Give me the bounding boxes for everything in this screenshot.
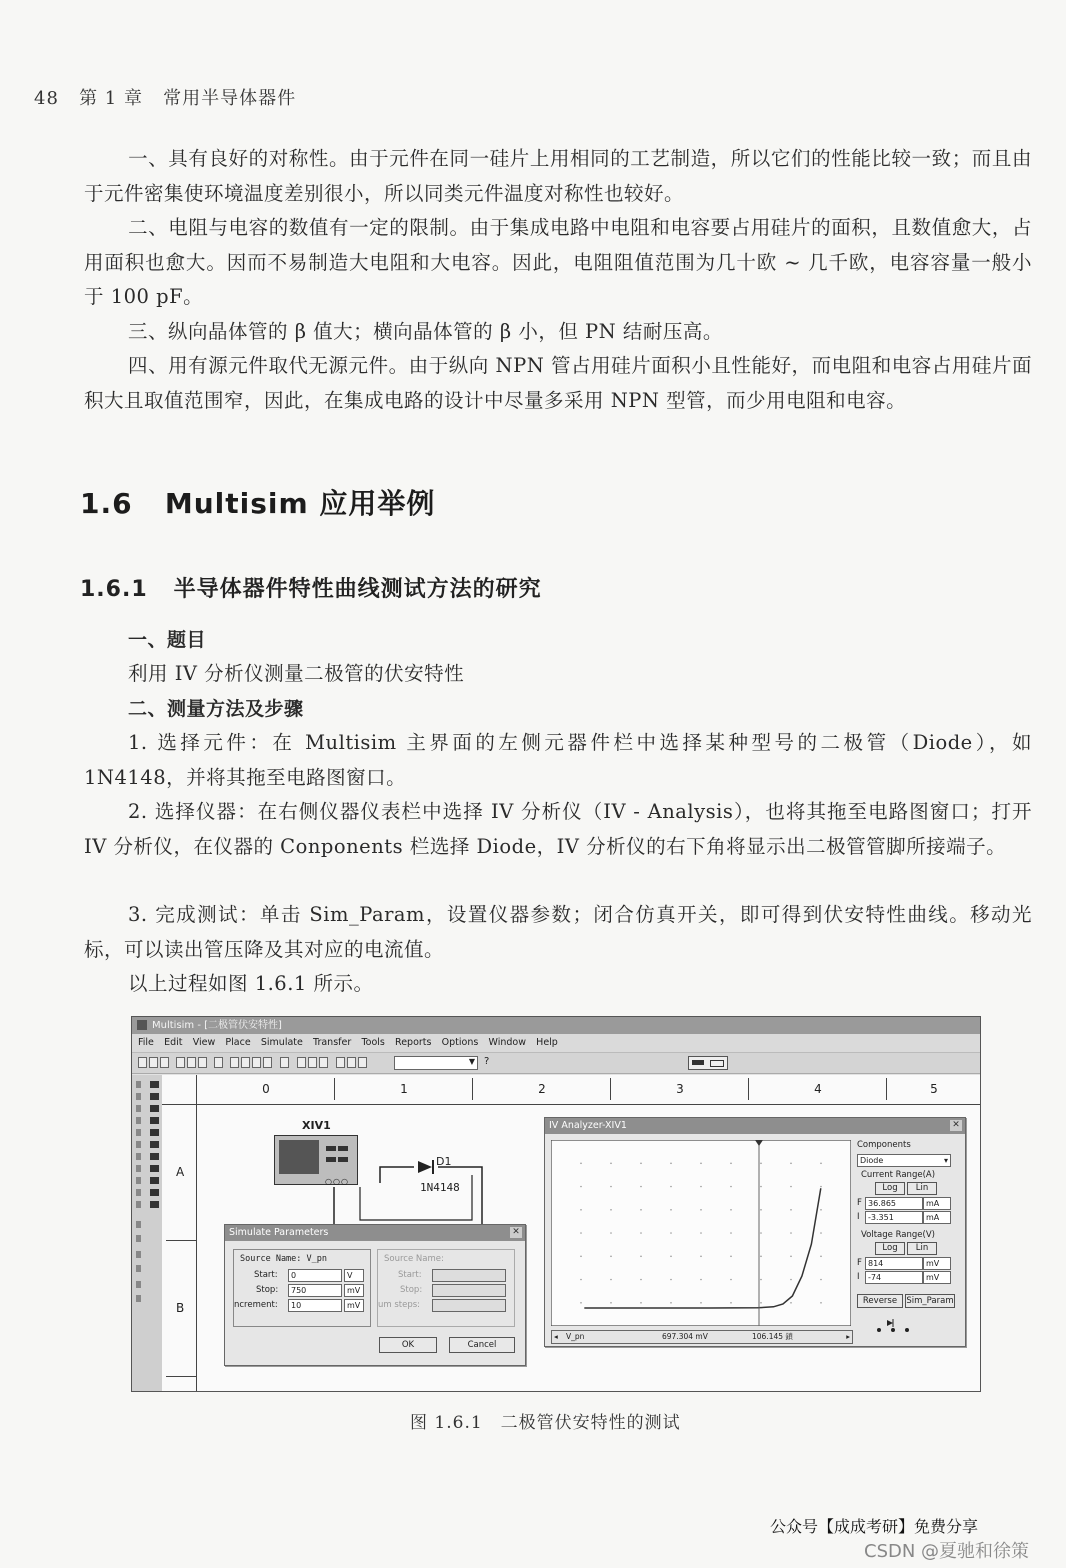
sim-param-button[interactable]: Sim_Param xyxy=(906,1296,954,1306)
iv-analyzer-titlebar xyxy=(545,1118,965,1134)
tick-icon xyxy=(136,1235,141,1242)
grid-dot xyxy=(730,1302,732,1304)
row-ruler-border xyxy=(196,1075,197,1391)
transistor-icon[interactable] xyxy=(150,1117,159,1124)
grid-dot xyxy=(700,1232,702,1234)
grid-dot xyxy=(760,1209,762,1211)
diode-icon[interactable] xyxy=(150,1105,159,1112)
grid-dot xyxy=(760,1163,762,1165)
grid-dot xyxy=(670,1186,672,1188)
iv-plot[interactable] xyxy=(551,1140,851,1326)
voltage-lin-button[interactable]: Lin xyxy=(907,1242,937,1255)
open-icon[interactable] xyxy=(149,1057,158,1068)
current-f-label: F xyxy=(857,1198,862,1208)
save-icon[interactable] xyxy=(160,1057,169,1068)
topic-heading xyxy=(84,623,1032,658)
cut-icon[interactable] xyxy=(176,1057,185,1068)
row-label: A xyxy=(176,1165,185,1179)
scroll-left-icon[interactable]: ◂ xyxy=(554,1332,558,1341)
zoom-fit-icon[interactable] xyxy=(263,1057,272,1068)
grid-dot xyxy=(790,1186,792,1188)
increment-unit[interactable]: mV xyxy=(344,1299,364,1312)
topic-text-content: 利用 IV 分析仪测量二极管的伏安特性 xyxy=(128,662,465,685)
tick-icon xyxy=(136,1105,141,1112)
steps-label-2: um steps: xyxy=(378,1300,421,1310)
subsection-heading xyxy=(80,572,542,603)
print-icon[interactable] xyxy=(214,1057,223,1068)
grid-dot xyxy=(730,1256,732,1258)
circuit-wires xyxy=(322,1115,522,1235)
grid-dot xyxy=(790,1279,792,1281)
grid-dot xyxy=(640,1163,642,1165)
start-unit[interactable]: V xyxy=(344,1269,364,1282)
voltage-i-label: I xyxy=(857,1272,860,1282)
postprocessor-icon[interactable] xyxy=(308,1057,317,1068)
stop-label-2: Stop: xyxy=(400,1285,423,1295)
netlist-icon[interactable] xyxy=(319,1057,328,1068)
steps-input-2 xyxy=(432,1299,506,1312)
figure-caption: 图 1.6.1 二极管伏安特性的测试 xyxy=(410,1413,681,1433)
step-1 xyxy=(84,726,1032,795)
subsection-title: 半导体器件特性曲线测试方法的研究 xyxy=(173,577,542,602)
menu-item-window[interactable]: Window xyxy=(488,1037,526,1048)
ttl-icon[interactable] xyxy=(150,1141,159,1148)
column-label: 1 xyxy=(334,1078,473,1100)
current-f-unit[interactable]: mA xyxy=(923,1197,951,1210)
column-label: 5 xyxy=(886,1078,981,1100)
grid-dot xyxy=(610,1279,612,1281)
grid-dot xyxy=(670,1256,672,1258)
app-titlebar xyxy=(132,1017,980,1034)
tick-icon xyxy=(136,1265,141,1272)
grid-dot xyxy=(610,1302,612,1304)
grid-dot xyxy=(820,1209,822,1211)
terminal-icon: ○○○ xyxy=(325,1177,349,1186)
grid-dot xyxy=(820,1256,822,1258)
start-label: Start: xyxy=(254,1270,278,1280)
grid-dot xyxy=(700,1279,702,1281)
chevron-down-icon: ▼ xyxy=(468,1057,475,1066)
start-input-2 xyxy=(432,1269,506,1282)
paragraph-4-text: 四、用有源元件取代无源元件。由于纵向 NPN 管占用硅片面积小且性能好，而电阻和电容占用硅片面积大且取值范围窄，因此，在集成电路的设计中尽量多采用 NPN 型管，而少用电阻和电容。 xyxy=(84,354,1032,412)
diode-symbol xyxy=(418,1161,432,1173)
grid-dot xyxy=(610,1163,612,1165)
paste-icon[interactable] xyxy=(198,1057,207,1068)
figure-reference-text: 以上过程如图 1.6.1 所示。 xyxy=(128,972,374,995)
grid-dot xyxy=(790,1163,792,1165)
current-i-unit[interactable]: mA xyxy=(923,1211,951,1224)
grid-dot xyxy=(760,1279,762,1281)
grid-dot xyxy=(820,1232,822,1234)
section-number: 1.6 xyxy=(80,487,133,520)
stop-label: Stop: xyxy=(256,1285,279,1295)
menu-bar xyxy=(132,1034,980,1053)
simulate-parameters-window[interactable] xyxy=(224,1224,526,1366)
tick-icon xyxy=(136,1129,141,1136)
iv-analyzer-title: IV Analyzer-XIV1 xyxy=(549,1120,627,1131)
voltage-f-label: F xyxy=(857,1258,862,1268)
simulate-parameters-titlebar xyxy=(225,1225,525,1241)
cmos-icon[interactable] xyxy=(150,1153,159,1160)
tick-icon xyxy=(136,1281,141,1288)
figure-reference xyxy=(84,967,1032,1002)
readout-voltage: 697.304 mV xyxy=(662,1332,708,1341)
components-value: Diode xyxy=(860,1156,884,1165)
voltage-range-label: Voltage Range(V) xyxy=(861,1230,935,1240)
chapter-number: 第 1 章 xyxy=(79,88,143,109)
grid-dot xyxy=(760,1256,762,1258)
start-input[interactable]: 0 xyxy=(288,1269,342,1282)
menu-item-place[interactable]: Place xyxy=(225,1037,251,1048)
components-dropdown[interactable] xyxy=(857,1154,951,1167)
grid-dot xyxy=(640,1232,642,1234)
toolbar xyxy=(132,1053,980,1074)
diode-reference: D1 xyxy=(436,1155,452,1168)
menu-item-tools[interactable]: Tools xyxy=(361,1037,385,1048)
column-label: 4 xyxy=(748,1078,887,1100)
simulation-switch[interactable] xyxy=(688,1056,728,1070)
paragraph-3-text: 三、纵向晶体管的 β 值大；横向晶体管的 β 小，但 PN 结耐压高。 xyxy=(128,320,723,343)
multisim-screenshot xyxy=(131,1016,981,1392)
grid-dot xyxy=(760,1186,762,1188)
grid-dot xyxy=(640,1256,642,1258)
reverse-button[interactable]: Reverse xyxy=(857,1294,903,1308)
grid-dot xyxy=(610,1256,612,1258)
zoom-out-icon[interactable] xyxy=(241,1057,250,1068)
grid-dot xyxy=(640,1209,642,1211)
increment-label: ncrement: xyxy=(234,1300,278,1310)
tick-icon xyxy=(136,1295,141,1302)
misc-digital-icon[interactable] xyxy=(150,1165,159,1172)
instrument-label: XIV1 xyxy=(302,1119,331,1132)
component-toolbar xyxy=(132,1075,163,1391)
pin-connection-icon xyxy=(873,1316,913,1336)
column-label: 0 xyxy=(196,1078,335,1100)
paragraph-4 xyxy=(84,349,1032,418)
mixed-icon[interactable] xyxy=(150,1177,159,1184)
grid-dot xyxy=(670,1279,672,1281)
grid-dot xyxy=(790,1256,792,1258)
close-icon[interactable]: ✕ xyxy=(510,1227,522,1238)
running-header xyxy=(34,84,296,110)
grid-dot xyxy=(670,1232,672,1234)
spreadsheet-icon[interactable] xyxy=(336,1057,345,1068)
paragraph-2-text: 二、电阻与电容的数值有一定的限制。由于集成电路中电阻和电容要占用硅片的面积，且数值愈大，占用面积也愈大。因而不易制造大电阻和大电容。因此，电阻阻值范围为几十欧 ~ 几千欧，电容容量一般小于 100 pF。 xyxy=(84,216,1032,308)
grid-dot xyxy=(700,1302,702,1304)
grid-dot xyxy=(730,1232,732,1234)
grid-dot xyxy=(610,1232,612,1234)
help-icon[interactable]: ? xyxy=(484,1056,490,1067)
grid-dot xyxy=(580,1302,582,1304)
grid-dot xyxy=(580,1163,582,1165)
method-heading xyxy=(84,692,1032,727)
readout-current: 106.145 鎖 xyxy=(752,1332,793,1341)
voltage-i-input[interactable]: -74 xyxy=(865,1271,923,1284)
menu-item-help[interactable]: Help xyxy=(536,1037,558,1048)
ok-button[interactable]: OK xyxy=(379,1337,437,1353)
paragraph-2 xyxy=(84,211,1032,315)
close-icon[interactable]: ✕ xyxy=(950,1120,962,1131)
database-icon[interactable] xyxy=(347,1057,356,1068)
grid-dot xyxy=(730,1163,732,1165)
grid-dot xyxy=(700,1186,702,1188)
tick-icon xyxy=(136,1141,141,1148)
grid-dot xyxy=(730,1279,732,1281)
grid-dot xyxy=(700,1209,702,1211)
menu-item-file[interactable]: File xyxy=(138,1037,154,1048)
grid-dot xyxy=(670,1163,672,1165)
component-icon[interactable] xyxy=(280,1057,289,1068)
start-label-2: Start: xyxy=(398,1270,422,1280)
analog-icon[interactable] xyxy=(150,1129,159,1136)
grid-dot xyxy=(790,1209,792,1211)
voltage-f-input[interactable]: 814 xyxy=(865,1257,923,1270)
row-a xyxy=(166,1104,196,1241)
grid-dot xyxy=(670,1209,672,1211)
grid-dot xyxy=(790,1302,792,1304)
current-i-input[interactable]: -3.351 xyxy=(865,1211,923,1224)
paragraph-1 xyxy=(84,142,1032,211)
current-f-input[interactable]: 36.865 xyxy=(865,1197,923,1210)
current-log-button[interactable]: Log xyxy=(875,1182,905,1195)
subsection-number: 1.6.1 xyxy=(80,577,148,602)
grid-dot xyxy=(700,1256,702,1258)
readout-source: V_pn xyxy=(566,1332,585,1341)
iv-analyzer-window[interactable] xyxy=(544,1117,966,1347)
grid-dot xyxy=(640,1186,642,1188)
readout-bar xyxy=(551,1330,853,1344)
grid-dot xyxy=(610,1186,612,1188)
grid-dot xyxy=(610,1209,612,1211)
source-group-2 xyxy=(377,1249,515,1327)
grid-dot xyxy=(670,1302,672,1304)
increment-input[interactable]: 10 xyxy=(288,1299,342,1312)
switch-on-icon xyxy=(710,1060,724,1067)
page-number: 48 xyxy=(34,88,59,109)
voltage-log-button[interactable]: Log xyxy=(875,1242,905,1255)
diode-model: 1N4148 xyxy=(420,1181,460,1194)
copy-icon[interactable] xyxy=(187,1057,196,1068)
grid-dot xyxy=(760,1232,762,1234)
grid-dot xyxy=(640,1279,642,1281)
footer-promo: 公众号【成成考研】免费分享 xyxy=(770,1517,979,1536)
iv-controls-panel xyxy=(857,1140,959,1340)
grid-dot xyxy=(700,1163,702,1165)
source-name-label: Source Name: V_pn xyxy=(240,1254,327,1264)
zoom-area-icon[interactable] xyxy=(252,1057,261,1068)
app-title: Multisim - [二极管伏安特性] xyxy=(152,1020,282,1031)
app-icon xyxy=(137,1020,147,1030)
indicator-icon[interactable] xyxy=(150,1189,159,1196)
section-heading xyxy=(80,482,435,522)
new-icon[interactable] xyxy=(138,1057,147,1068)
row-label: B xyxy=(176,1301,185,1315)
stop-input[interactable]: 750 xyxy=(288,1284,342,1297)
chevron-down-icon: ▾ xyxy=(943,1156,948,1165)
current-lin-button[interactable]: Lin xyxy=(907,1182,937,1195)
current-range-label: Current Range(A) xyxy=(861,1170,936,1180)
menu-item-simulate[interactable]: Simulate xyxy=(260,1037,303,1048)
section-title: Multisim 应用举例 xyxy=(164,487,436,520)
step-3-text: 3. 完成测试：单击 Sim_Param，设置仪器参数；闭合仿真开关，即可得到伏安特性曲线。移动光标，可以读出管压降及其对应的电流值。 xyxy=(84,903,1032,961)
instrument-screen xyxy=(279,1140,319,1174)
column-label: 2 xyxy=(472,1078,611,1100)
step-1-text: 1. 选择元件：在 Multisim 主界面的左侧元器件栏中选择某种型号的二极管（Diode），如 1N4148，并将其拖至电路图窗口。 xyxy=(84,731,1032,789)
grid-dot xyxy=(760,1302,762,1304)
row-b xyxy=(166,1240,196,1377)
grid-dot xyxy=(580,1186,582,1188)
menu-item-options[interactable]: Options xyxy=(441,1037,479,1048)
tick-icon xyxy=(136,1081,141,1088)
zoom-in-icon[interactable] xyxy=(230,1057,239,1068)
grid-dot xyxy=(580,1279,582,1281)
tick-icon xyxy=(136,1221,141,1228)
tick-icon xyxy=(136,1117,141,1124)
source-name-label-2: Source Name: xyxy=(384,1254,444,1264)
grid-dot xyxy=(820,1186,822,1188)
step-3 xyxy=(84,898,1032,967)
menu-item-transfer[interactable]: Transfer xyxy=(313,1037,352,1048)
tick-icon xyxy=(136,1201,141,1208)
power-icon[interactable] xyxy=(150,1201,159,1208)
column-label: 3 xyxy=(610,1078,749,1100)
grapher-icon[interactable] xyxy=(297,1057,306,1068)
stop-unit[interactable]: mV xyxy=(344,1284,364,1297)
grid-dot xyxy=(580,1232,582,1234)
grid-dot xyxy=(730,1209,732,1211)
tick-icon xyxy=(136,1251,141,1258)
basic-icon[interactable] xyxy=(150,1093,159,1100)
source-icon[interactable] xyxy=(150,1081,159,1088)
grid-dot xyxy=(820,1279,822,1281)
components-label: Components xyxy=(857,1140,911,1150)
source-group-1 xyxy=(233,1249,371,1327)
step-2-text: 2. 选择仪器：在右侧仪器仪表栏中选择 IV 分析仪（IV - Analysis），也将其拖至电路图窗口；打开 IV 分析仪，在仪器的 Conponents 栏选择 Diode，IV 分析仪的右下角将显示出二极管管脚所接端子。 xyxy=(84,800,1032,858)
step-2 xyxy=(84,795,1032,864)
simulate-parameters-title: Simulate Parameters xyxy=(229,1227,329,1238)
grid-dot xyxy=(820,1302,822,1304)
stop-input-2 xyxy=(432,1284,506,1297)
footer-watermark: CSDN @夏驰和徐策 xyxy=(864,1541,1030,1562)
tick-icon xyxy=(136,1165,141,1172)
topic-text xyxy=(84,657,1032,692)
paragraph-3 xyxy=(84,315,1032,350)
grid-dot xyxy=(820,1163,822,1165)
tick-icon xyxy=(136,1177,141,1184)
topic-heading-text: 一、题目 xyxy=(128,629,207,651)
grid-dot xyxy=(730,1186,732,1188)
voltage-i-unit[interactable]: mV xyxy=(923,1271,951,1284)
menu-item-reports[interactable]: Reports xyxy=(395,1037,432,1048)
grid-dot xyxy=(640,1302,642,1304)
menu-item-edit[interactable]: Edit xyxy=(164,1037,183,1048)
grid-dot xyxy=(580,1209,582,1211)
voltage-f-unit[interactable]: mV xyxy=(923,1257,951,1270)
cancel-button[interactable]: Cancel xyxy=(449,1337,515,1353)
row-c xyxy=(166,1376,196,1391)
grid-dot xyxy=(580,1256,582,1258)
wizard-icon[interactable] xyxy=(358,1057,367,1068)
tick-icon xyxy=(136,1093,141,1100)
menu-item-view[interactable]: View xyxy=(192,1037,216,1048)
method-heading-text: 二、测量方法及步骤 xyxy=(128,698,304,720)
switch-off-icon xyxy=(692,1060,704,1065)
chapter-title: 常用半导体器件 xyxy=(163,88,297,109)
in-use-list-dropdown[interactable] xyxy=(394,1056,478,1070)
current-i-label: I xyxy=(857,1212,860,1222)
tick-icon xyxy=(136,1189,141,1196)
grid-dot xyxy=(790,1232,792,1234)
scroll-right-icon[interactable]: ▸ xyxy=(846,1332,850,1341)
tick-icon xyxy=(136,1153,141,1160)
paragraph-1-text: 一、具有良好的对称性。由于元件在同一硅片上用相同的工艺制造，所以它们的性能比较一致；而且由于元件密集使环境温度差别很小，所以同类元件温度对称性也较好。 xyxy=(84,147,1032,205)
